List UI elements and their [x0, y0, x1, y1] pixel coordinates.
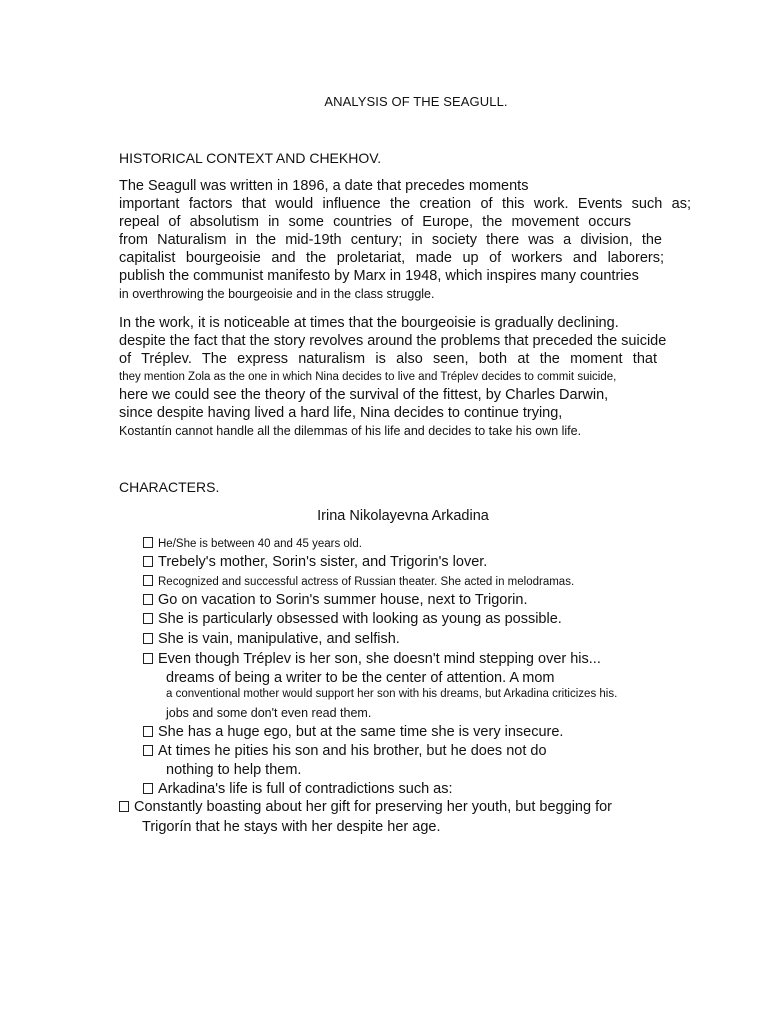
list-item-continuation: jobs and some don't even read them.	[166, 706, 372, 720]
list-item-text: Arkadina's life is full of contradictions such as:	[158, 781, 453, 797]
list-item-continuation: dreams of being a writer to be the center of attention. A mom	[166, 670, 555, 686]
list-item	[119, 799, 612, 815]
paragraph-line: In the work, it is noticeable at times that the bourgeoisie is gradually declining.	[119, 315, 619, 331]
list-item	[143, 611, 562, 627]
checkbox-bullet-icon	[143, 653, 153, 664]
checkbox-bullet-icon	[143, 613, 153, 624]
checkbox-bullet-icon	[143, 575, 153, 586]
checkbox-bullet-icon	[143, 783, 153, 794]
list-item-text: She is vain, manipulative, and selfish.	[158, 631, 400, 647]
list-item-text: Go on vacation to Sorin's summer house, next to Trigorin.	[158, 592, 528, 608]
checkbox-bullet-icon	[143, 726, 153, 737]
checkbox-bullet-icon	[143, 633, 153, 644]
paragraph-work-analysis	[119, 314, 699, 440]
list-item	[143, 575, 574, 588]
section-heading-characters: CHARACTERS.	[119, 479, 220, 495]
checkbox-bullet-icon	[143, 537, 153, 548]
list-item-continuation: Trigorín that he stays with her despite her age.	[142, 819, 441, 835]
list-item-text: At times he pities his son and his brother, but he does not do	[158, 743, 547, 759]
list-item	[143, 592, 527, 608]
paragraph-line: publish the communist manifesto by Marx in 1948, which inspires many countries	[119, 268, 639, 284]
checkbox-bullet-icon	[143, 745, 153, 756]
paragraph-line: capitalist bourgeoisie and the proletariat, made up of workers and laborers;	[119, 250, 664, 266]
list-item-text: She has a huge ego, but at the same time she is very insecure.	[158, 724, 564, 740]
list-item-text: Constantly boasting about her gift for preserving her youth, but begging for	[134, 799, 612, 815]
paragraph-line: of Tréplev. The express naturalism is also seen, both at the moment that	[119, 351, 657, 367]
list-item-text: She is particularly obsessed with looking as young as possible.	[158, 611, 562, 627]
list-item	[143, 554, 487, 570]
checkbox-bullet-icon	[143, 556, 153, 567]
list-item-text: He/She is between 40 and 45 years old.	[158, 538, 362, 550]
character-name: Irina Nikolayevna Arkadina	[317, 508, 489, 524]
paragraph-line: they mention Zola as the one in which Nina decides to live and Tréplev decides to commit suicide,	[119, 371, 617, 383]
paragraph-line: important factors that would influence the creation of this work. Events such as;	[119, 196, 691, 212]
paragraph-line: despite the fact that the story revolves around the problems that preceded the suicide	[119, 333, 667, 349]
document-title: ANALYSIS OF THE SEAGULL.	[324, 94, 508, 109]
list-item-continuation: a conventional mother would support her son with his dreams, but Arkadina criticizes his.	[166, 688, 618, 700]
paragraph-line: since despite having lived a hard life, Nina decides to continue trying,	[119, 405, 563, 421]
list-item	[143, 651, 601, 667]
paragraph-line: from Naturalism in the mid-19th century; in society there was a division, the	[119, 232, 662, 248]
paragraph-historical-context	[119, 177, 699, 303]
list-item	[143, 537, 362, 550]
paragraph-line: Kostantín cannot handle all the dilemmas of his life and decides to take his own life.	[119, 424, 582, 438]
paragraph-line: repeal of absolutism in some countries of Europe, the movement occurs	[119, 214, 631, 230]
list-item	[143, 743, 547, 759]
paragraph-line: in overthrowing the bourgeoisie and in the class struggle.	[119, 287, 435, 301]
list-item-text: Recognized and successful actress of Russian theater. She acted in melodramas.	[158, 576, 575, 588]
paragraph-line: here we could see the theory of the survival of the fittest, by Charles Darwin,	[119, 387, 609, 403]
list-item-text: Trebely's mother, Sorin's sister, and Trigorin's lover.	[158, 554, 488, 570]
paragraph-line: The Seagull was written in 1896, a date that precedes moments	[119, 178, 529, 194]
list-item	[143, 724, 563, 740]
list-item	[143, 781, 453, 797]
checkbox-bullet-icon	[119, 801, 129, 812]
list-item	[143, 631, 400, 647]
list-item-continuation: nothing to help them.	[166, 762, 302, 778]
section-heading-historical-context: HISTORICAL CONTEXT AND CHEKHOV.	[119, 150, 382, 166]
list-item-text: Even though Tréplev is her son, she doesn't mind stepping over his...	[158, 651, 601, 667]
checkbox-bullet-icon	[143, 594, 153, 605]
